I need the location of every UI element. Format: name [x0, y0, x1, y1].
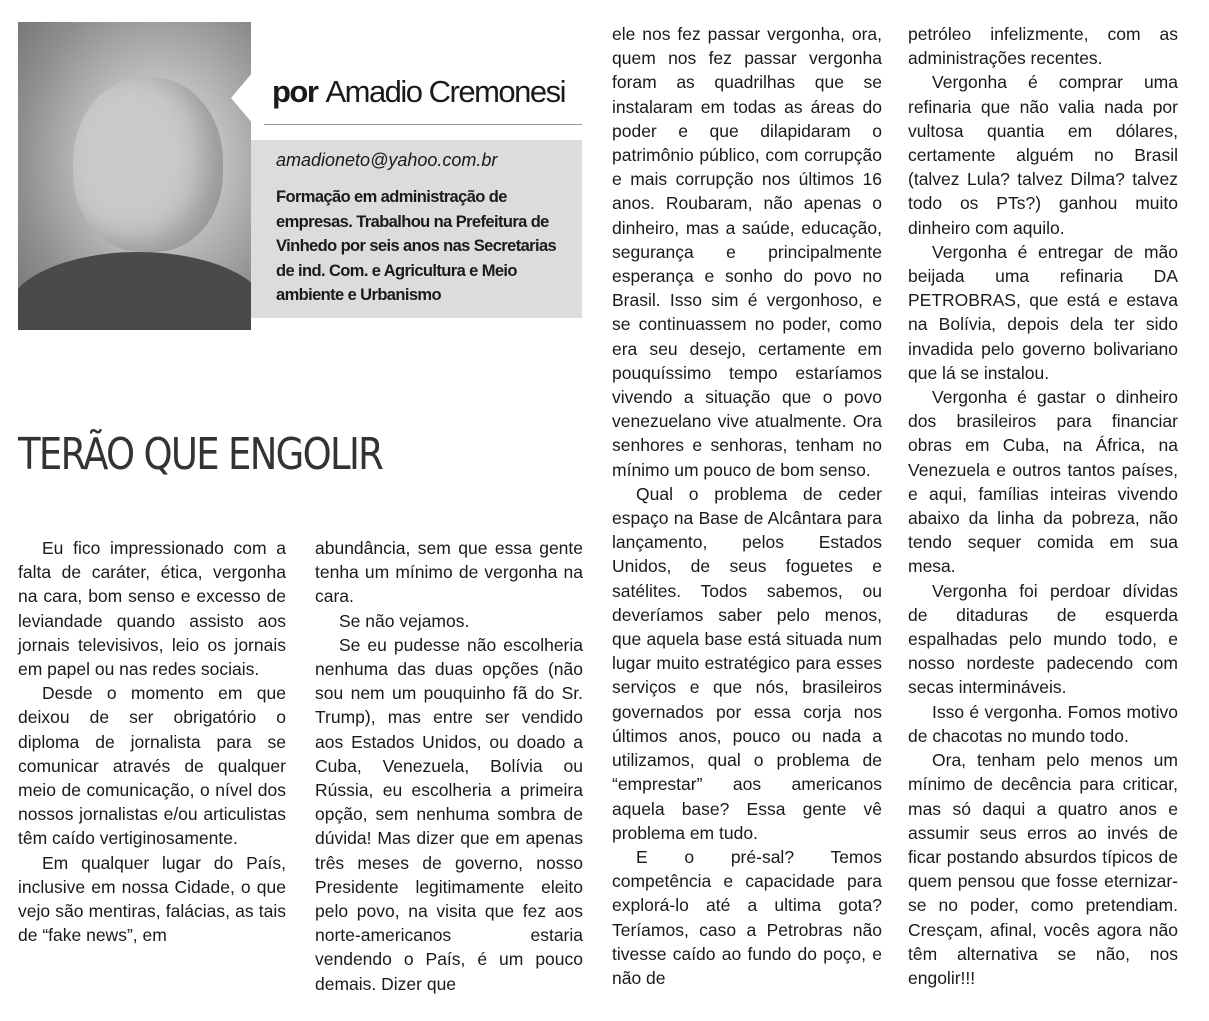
- paragraph: Ora, tenham pelo menos um mínimo de decência para criticar, mas só daqui a quatro anos e assumir seus erros ao invés de ficar postando absurdos típicos de quem pensou que fosse eternizar-se no poder, como pretendiam. Cresçam, afinal, vocês agora não têm alternativa se não, nos engolir!!!: [908, 750, 1178, 988]
- paragraph: Desde o momento em que deixou de ser obrigatório o diploma de jornalista para se comunicar através de qualquer meio de comunicação, o nível dos nossos jornalistas e/ou articulistas têm caído vertiginosamente.: [18, 683, 286, 849]
- byline-prefix: por: [272, 74, 318, 109]
- paragraph: Se eu pudesse não escolheria nenhuma das duas opções (não sou nem um pouquinho fã do Sr. Trump), mas entre ser vendido aos Estados Unidos, ou doado a Cuba, Venezuela, Bolívia ou Rússia, eu escolheria a primeira opção, sem nenhuma sombra de dúvida! Mas dizer que em apenas três meses de governo, nosso Presidente legitimamente eleito pelo povo, na visita que fez aos norte-americanos estaria vendendo o País, é um pouco demais. Dizer que: [315, 634, 583, 994]
- paragraph: Eu fico impressionado com a falta de caráter, ética, vergonha na cara, bom senso e excesso de leviandade quando assisto aos jornais televisivos, leio os jornais em papel ou nas redes sociais.: [18, 538, 286, 680]
- paragraph: Vergonha é comprar uma refinaria que não valia nada por vultosa quantia em dólares, certamente alguém no Brasil (talvez Lula? talvez Dilma? talvez todo os PTs?) ganhou muito dinheiro com aquilo.: [908, 72, 1178, 238]
- paragraph: Se não vejamos.: [339, 610, 470, 631]
- paragraph: Vergonha é entregar de mão beijada uma refinaria DA PETROBRAS, que está e estava na Bolívia, depois dela ter sido invadida pelo governo bolivariano que lá se instalou.: [908, 241, 1178, 383]
- paragraph: petróleo infelizmente, com as administrações recentes.: [908, 24, 1178, 69]
- author-head-shape: [73, 77, 223, 252]
- paragraph: E o pré-sal? Temos competência e capacidade para explorá-lo até a ultima gota? Teríamos, caso a Petrobras não tivesse caído ao fundo do poço, e não de: [612, 846, 882, 988]
- byline-divider: [264, 124, 582, 125]
- paragraph: Em qualquer lugar do País, inclusive em nossa Cidade, o que vejo são mentiras, falácias, as tais de “fake news”, em: [18, 852, 286, 946]
- author-shoulders-shape: [18, 252, 251, 330]
- article-column-4: [908, 22, 1178, 990]
- paragraph: Vergonha foi perdoar dívidas de ditaduras de esquerda espalhadas pelo mundo todo, e nosso nordeste padecendo com secas intermináveis.: [908, 580, 1178, 698]
- paragraph: Qual o problema de ceder espaço na Base de Alcântara para lançamento, pelos Estados Unidos, de seus foguetes e satélites. Todos sabemos, ou deveríamos saber pelo menos, que aquela base está situada num lugar muito estratégico para esses serviços e que nós, brasileiros governados por essa corja nos últimos anos, pouco ou nada a utilizamos, qual o problema de “emprestar” aos americanos aquela base? Essa gente vê problema em tudo.: [612, 483, 882, 843]
- photo-notch: [231, 72, 253, 124]
- author-byline: [272, 74, 565, 110]
- paragraph: ele nos fez passar vergonha, ora, quem nos fez passar vergonha foram as quadrilhas que se instalaram em todas as áreas do poder e que dilapidaram o patrimônio público, com corrupção e mais corrupção nos últimos 16 anos. Roubaram, não apenas o dinheiro, mas a saúde, educação, segurança e principalmente esperança e sonho do povo no Brasil. Isso sim é vergonhoso, e se continuassem no poder, como era seu desejo, certamente em pouquíssimo tempo estaríamos vivendo a situação que o povo venezuelano vive atualmente. Ora senhores e senhoras, tenham no mínimo um pouco de bom senso.: [612, 24, 882, 480]
- paragraph: Vergonha é gastar o dinheiro dos brasileiros para financiar obras em Cuba, na África, na Venezuela e outros tantos países, e aqui, famílias inteiras vivendo abaixo da linha da pobreza, não tendo sequer comida em sua mesa.: [908, 387, 1178, 577]
- paragraph: Isso é vergonha. Fomos motivo de chacotas no mundo todo.: [908, 701, 1178, 746]
- article-headline: TERÃO QUE ENGOLIR: [18, 429, 383, 481]
- author-name: Amadio Cremonesi: [325, 74, 566, 109]
- author-bio: Formação em administração de empresas. Trabalhou na Prefeitura de Vinhedo por seis anos nas Secretarias de ind. Com. e Agricultura e Meio ambiente e Urbanismo: [276, 188, 557, 304]
- paragraph: abundância, sem que essa gente tenha um mínimo de vergonha na cara.: [315, 538, 583, 607]
- author-email: amadioneto@yahoo.com.br: [276, 150, 498, 170]
- author-photo: [18, 22, 251, 330]
- article-column-2: [315, 536, 583, 996]
- article-column-3: [612, 22, 882, 990]
- article-column-1: [18, 536, 286, 947]
